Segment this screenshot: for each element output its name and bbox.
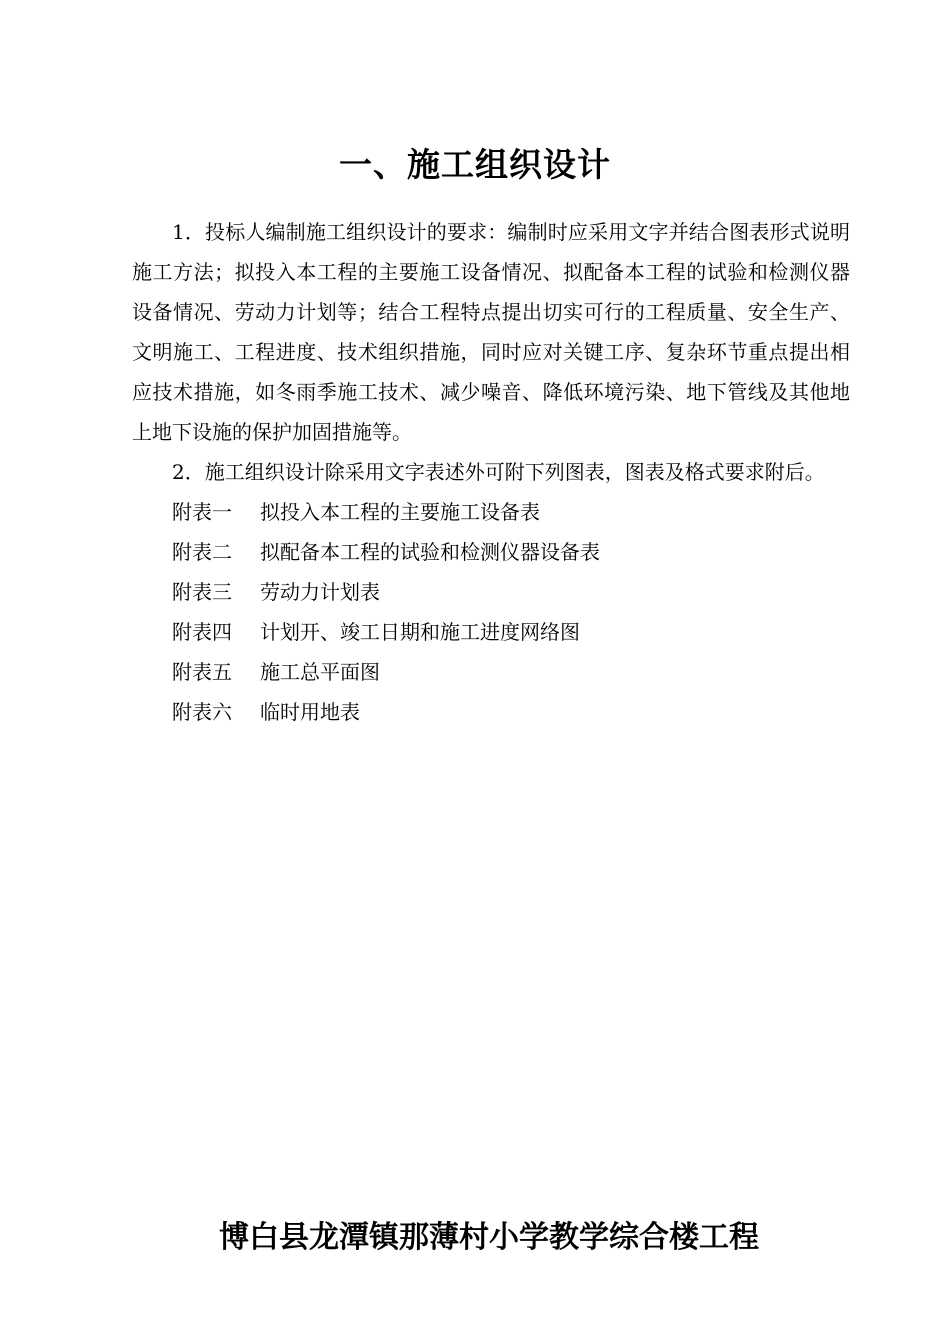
appendix-text: 施工总平面图: [260, 660, 380, 684]
appendix-item: [132, 652, 850, 692]
appendix-text: 拟投入本工程的主要施工设备表: [260, 500, 540, 524]
appendix-text: 临时用地表: [260, 700, 360, 724]
appendix-text: 拟配备本工程的试验和检测仪器设备表: [260, 540, 600, 564]
document-body: [132, 212, 850, 732]
project-name-footer: 博白县龙潭镇那薄村小学教学综合楼工程: [219, 1220, 759, 1255]
appendix-label: 附表四: [172, 620, 232, 644]
appendix-item: [132, 572, 850, 612]
appendix-list: [132, 492, 850, 732]
appendix-item: [132, 612, 850, 652]
page-title: 一、施工组织设计: [339, 145, 611, 184]
appendix-item: [132, 532, 850, 572]
paragraph-requirements: 1．投标人编制施工组织设计的要求：编制时应采用文字并结合图表形式说明施工方法；拟投入本工程的主要施工设备情况、拟配备本工程的试验和检测仪器设备情况、劳动力计划等；结合工程特点提出切实可行的工程质量、安全生产、文明施工、工程进度、技术组织措施，同时应对关键工序、复杂环节重点提出相应技术措施，如冬雨季施工技术、减少噪音、降低环境污染、地下管线及其他地上地下设施的保护加固措施等。: [132, 220, 850, 444]
appendix-item: [132, 692, 850, 732]
appendix-label: 附表六: [172, 700, 232, 724]
appendix-text: 计划开、竣工日期和施工进度网络图: [260, 620, 580, 644]
appendix-label: 附表一: [172, 500, 232, 524]
appendix-item: [132, 492, 850, 532]
appendix-label: 附表五: [172, 660, 232, 684]
appendix-text: 劳动力计划表: [260, 580, 380, 604]
appendix-label: 附表三: [172, 580, 232, 604]
appendix-label: 附表二: [172, 540, 232, 564]
paragraph-attachments: 2．施工组织设计除采用文字表述外可附下列图表，图表及格式要求附后。: [172, 460, 825, 484]
